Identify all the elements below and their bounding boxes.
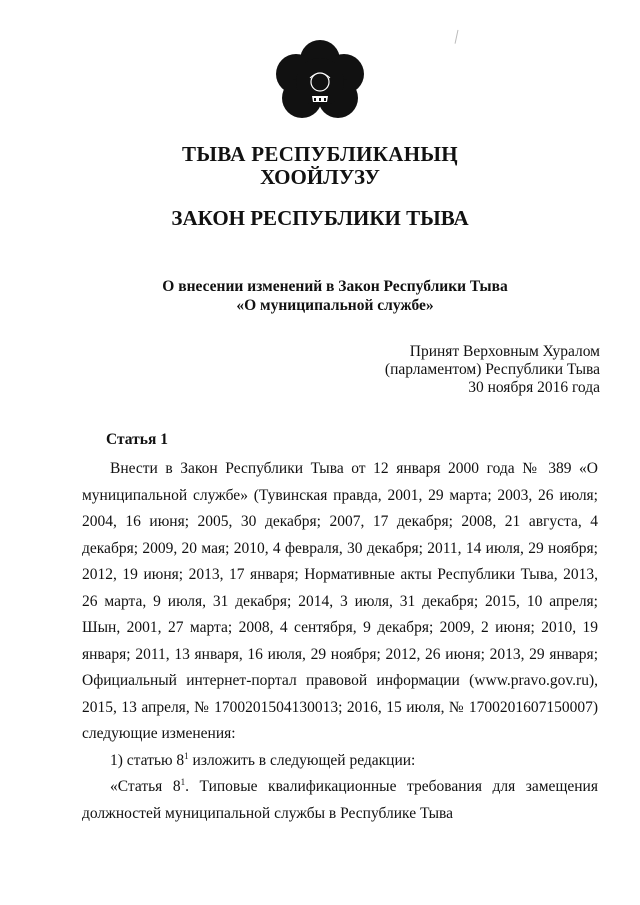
law-subtitle xyxy=(0,277,640,315)
article-body xyxy=(82,456,598,827)
item1-after: изложить в следующей редакции: xyxy=(188,751,416,769)
adoption-line-2: (парламентом) Республики Тыва xyxy=(384,361,600,378)
tuva-emblem-icon xyxy=(272,38,368,122)
quoted-article-title xyxy=(82,774,598,827)
quote-sup: 1 xyxy=(180,776,186,787)
header-law-title: ЗАКОН РЕСПУБЛИКИ ТЫВА xyxy=(171,206,469,230)
quote-before: «Статья 8 xyxy=(110,778,181,795)
subtitle-line-2: «О муниципальной службе» xyxy=(236,297,434,314)
header-tuvan-title: ТЫВА РЕСПУБЛИКАНЫҢ xyxy=(182,142,458,166)
amendment-item-1 xyxy=(82,748,598,775)
item1-sup: 1 xyxy=(184,750,189,761)
adoption-date: 30 ноября 2016 года xyxy=(468,379,600,396)
subtitle-line-1: О внесении изменений в Закон Республики Тыва xyxy=(162,278,508,295)
adoption-line-1: Принят Верховным Хуралом xyxy=(409,343,600,360)
header-tuvan-subtitle: ХООЙЛУЗУ xyxy=(260,165,380,189)
quote-after: . Типовые квалификационные требования для замещения должностей муниципальной службы в Республике Тыва xyxy=(82,778,598,822)
article-intro: Внести в Закон Республики Тыва от 12 января 2000 года № 389 «О муниципальной службе» (Тувинская правда, 2001, 29 марта; 2003, 26 июля; 2004, 16 июня; 2005, 30 декабря; 2007, 17 декабря; 2008, 21 августа, 4 декабря; 2009, 20 мая; 2010, 4 февраля, 30 декабря; 2011, 14 июля, 29 ноября; 2012, 19 июня; 2013, 17 января; Нормативные акты Республики Тыва, 2013, 26 марта, 9 июля, 31 декабря; 2014, 3 июля, 31 декабря; 2015, 10 апреля; Шын, 2001, 27 марта; 2008, 4 сентября, 9 декабря; 2009, 2 июня; 2010, 19 января; 2011, 13 января, 16 июля, 29 ноября; 2012, 26 июня; 2013, 29 января; Официальный интернет-портал правовой информации (www.pravo.gov.ru), 2015, 13 апреля, № 1700201504130013; 2016, 15 июля, № 1700201607150007) следующие изменения: xyxy=(82,460,598,742)
scan-mark xyxy=(455,30,461,44)
article-heading: Статья 1 xyxy=(106,431,168,448)
adoption-note xyxy=(385,343,600,397)
item1-before: 1) статью 8 xyxy=(110,751,185,769)
